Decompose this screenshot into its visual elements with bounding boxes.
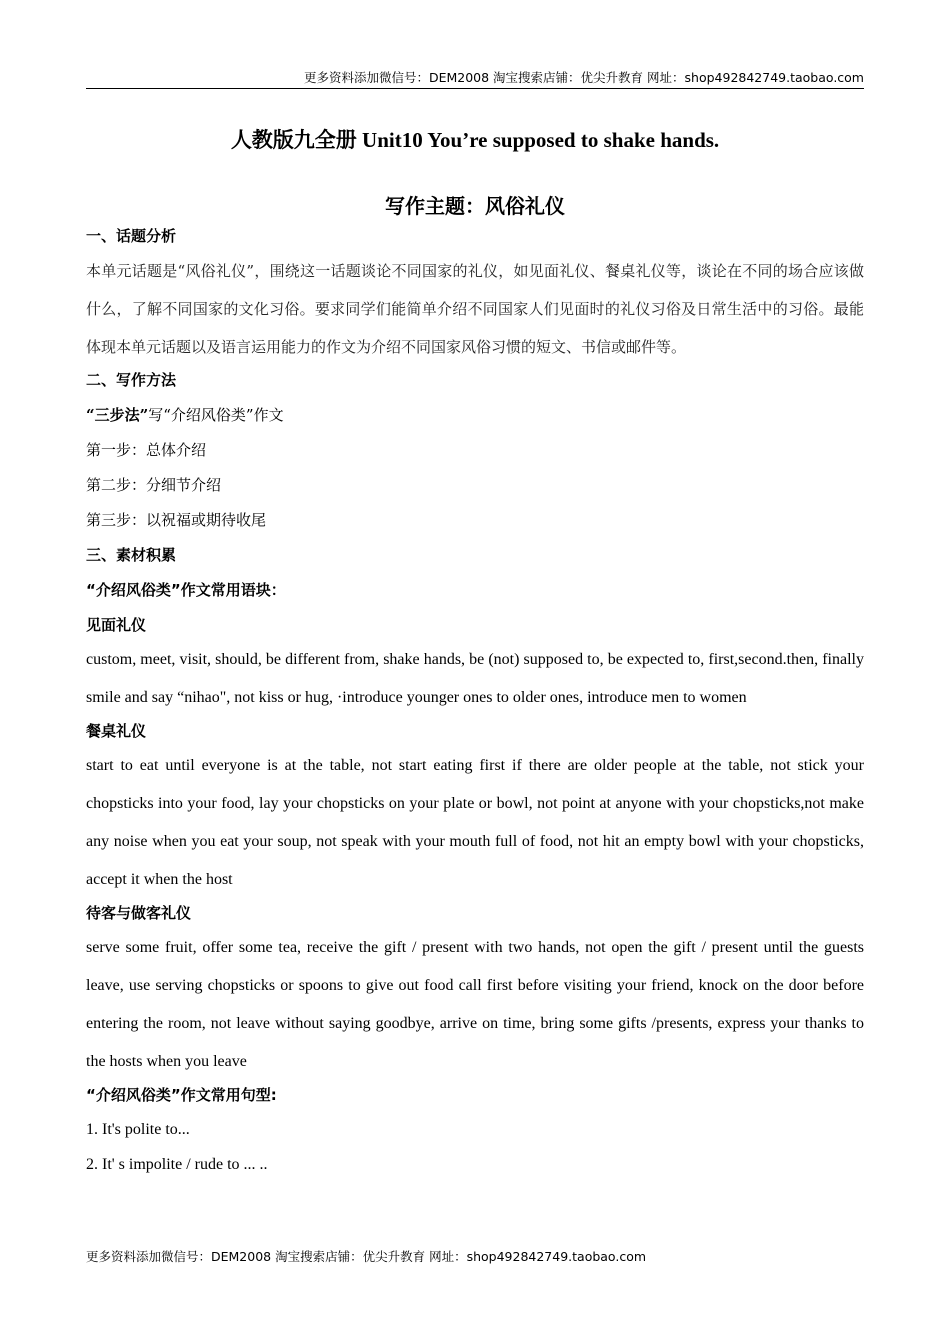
sentence-pattern-1: 1. It's polite to... (86, 1121, 190, 1138)
chunks-heading: “介绍风俗类”作文常用语块： (86, 581, 286, 599)
writing-method-line (86, 405, 864, 425)
step-1: 第一步：总体介绍 (86, 441, 207, 459)
table-manners-heading: 餐桌礼仪 (86, 722, 147, 740)
page-header: 更多资料添加微信号：DEM2008 淘宝搜索店铺：优尖升教育 网址：shop492842749.taobao.com (86, 68, 864, 89)
section-heading-topic-analysis: 一、话题分析 (86, 227, 177, 245)
section-heading-writing-method: 二、写作方法 (86, 371, 177, 389)
guest-etiquette-body: serve some fruit, offer some tea, receive the gift / present with two hands, not open the gift / present until the guests leave, use serving chopsticks or spoons to give out food call first before visiting your friend, knock on the door before entering the room, not leave without saying goodbye, arrive on time, bring some gifts /presents, express your thanks to the hosts when you leave (86, 939, 864, 1070)
guest-etiquette-heading: 待客与做客礼仪 (86, 904, 192, 922)
three-step-label: “三步法” (86, 406, 149, 424)
section-heading-materials: 三、素材积累 (86, 546, 177, 564)
table-manners-body: start to eat until everyone is at the table, not start eating first if there are older people at the table, not stick your chopsticks into your food, lay your chopsticks on your plate or bowl, not point at anyone with your chopsticks,not make any noise when you eat your soup, not speak with your mouth full of food, not hit an empty bowl with your chopsticks, accept it when the host (86, 757, 864, 888)
step-2: 第二步：分细节介绍 (86, 476, 222, 494)
meeting-etiquette-heading: 见面礼仪 (86, 616, 147, 634)
meeting-etiquette-body: custom, meet, visit, should, be different from, shake hands, be (not) supposed to, be expected to, first,second.then, finally smile and say “nihao", not kiss or hug, ·introduce younger ones to older ones, introduce men to women (86, 651, 864, 706)
page-title: 人教版九全册 Unit10 You’re supposed to shake hands. (230, 128, 720, 152)
document-body (86, 125, 864, 1175)
page-subtitle: 写作主题：风俗礼仪 (385, 194, 565, 218)
sentence-patterns-heading: “介绍风俗类”作文常用句型: (86, 1086, 277, 1104)
step-3: 第三步：以祝福或期待收尾 (86, 511, 267, 529)
three-step-desc: 写“介绍风俗类”作文 (148, 406, 284, 424)
page-footer: 更多资料添加微信号：DEM2008 淘宝搜索店铺：优尖升教育 网址：shop492842749.taobao.com (86, 1249, 647, 1264)
topic-analysis-paragraph: 本单元话题是“风俗礼仪”，围绕这一话题谈论不同国家的礼仪，如见面礼仪、餐桌礼仪等，谈论在不同的场合应该做什么，了解不同国家的文化习俗。要求同学们能简单介绍不同国家人们见面时的礼仪习俗及日常生活中的习俗。最能体现本单元话题以及语言运用能力的作文为介绍不同国家风俗习惯的短文、书信或邮件等。 (86, 262, 864, 356)
sentence-pattern-2: 2. It' s impolite / rude to ... .. (86, 1156, 268, 1173)
